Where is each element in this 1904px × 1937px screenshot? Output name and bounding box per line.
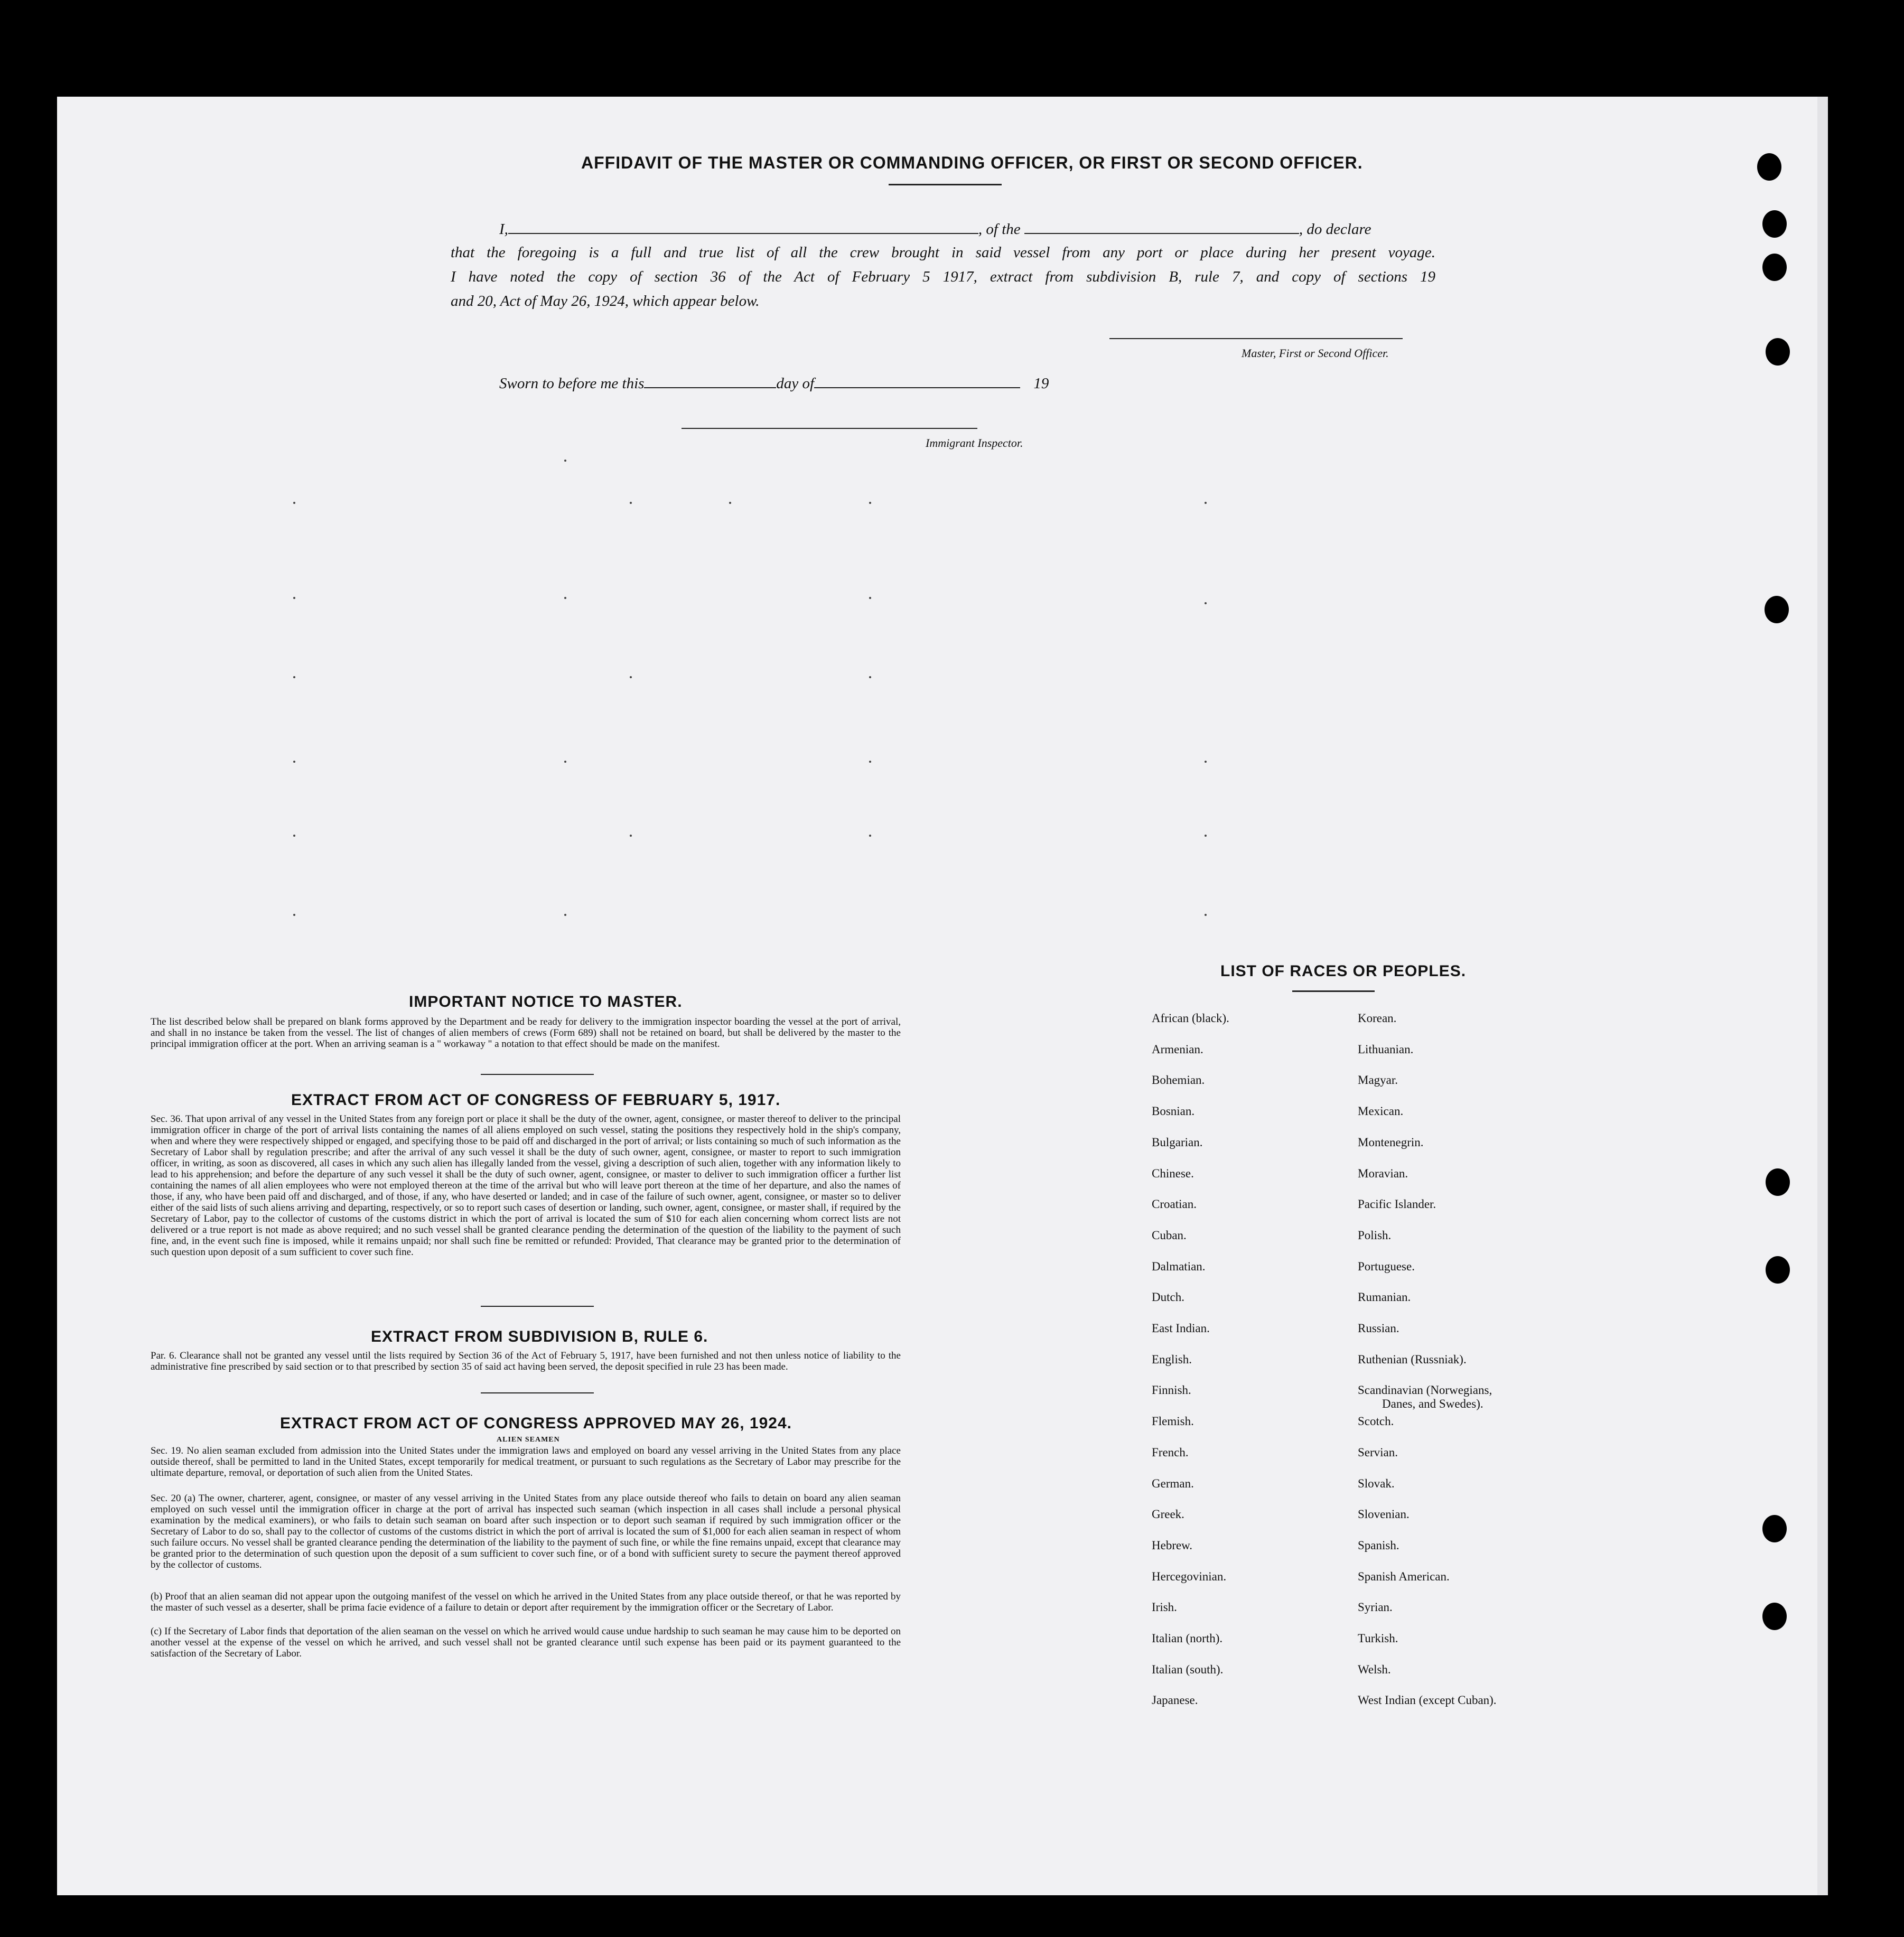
race-item: East Indian. bbox=[1152, 1322, 1210, 1335]
affidavit-line-3: I have noted the copy of section 36 of the Act of February 5 1917, extract from subdivision B, rule 7, and copy of sections 19 bbox=[451, 268, 1435, 285]
race-item: Greek. bbox=[1152, 1508, 1184, 1521]
stray-mark bbox=[1205, 502, 1207, 504]
sheet-edge bbox=[1817, 97, 1828, 1895]
race-item: Montenegrin. bbox=[1358, 1135, 1424, 1149]
race-item: Polish. bbox=[1358, 1228, 1392, 1242]
stray-mark bbox=[564, 914, 566, 916]
punch-hole bbox=[1762, 210, 1787, 238]
extract-1924-sec20b: (b) Proof that an alien seaman did not appear upon the outgoing manifest of the vessel on which he arrived in the United States from any place outside thereof, or that he was reported by the master of such vessel as a deserter, shall be prima facie evidence of a failure to detain or deport after requirement by the immigration officer or the Secretary of Labor. bbox=[151, 1591, 901, 1613]
stray-mark bbox=[1205, 914, 1207, 916]
race-item: Irish. bbox=[1152, 1601, 1177, 1614]
notice-body: The list described below shall be prepared on blank forms approved by the Department and be ready for delivery to the immigration inspector boarding the vessel at the port of arrival, and shall in no instance be taken from the vessel. The list of changes of alien members of crews (Form 689) shall not be retained on board, but shall be delivered by the master to the principal immigration officer at the port. When an arriving seaman is a " workaway " a notation to that effect should be made on the manifest. bbox=[151, 1016, 901, 1050]
stray-mark bbox=[630, 676, 632, 678]
race-item: Scotch. bbox=[1358, 1415, 1394, 1428]
punch-hole bbox=[1765, 596, 1789, 623]
race-item: Mexican. bbox=[1358, 1105, 1404, 1118]
race-item: Finnish. bbox=[1152, 1383, 1191, 1397]
races-title-underline bbox=[1292, 990, 1375, 992]
punch-hole bbox=[1762, 1515, 1787, 1542]
race-item: Slovak. bbox=[1358, 1476, 1395, 1490]
race-item: Welsh. bbox=[1358, 1662, 1391, 1676]
race-item: Japanese. bbox=[1152, 1693, 1198, 1707]
stray-mark bbox=[630, 835, 632, 837]
stray-mark bbox=[293, 914, 295, 916]
divider bbox=[481, 1392, 594, 1393]
sworn-line bbox=[499, 375, 1049, 392]
race-item: Flemish. bbox=[1152, 1415, 1194, 1428]
race-item: Pacific Islander. bbox=[1358, 1197, 1436, 1211]
race-item: Dalmatian. bbox=[1152, 1259, 1206, 1273]
punch-hole bbox=[1766, 338, 1790, 366]
race-item: West Indian (except Cuban). bbox=[1358, 1693, 1497, 1707]
stray-mark bbox=[869, 835, 871, 837]
punch-hole bbox=[1762, 1603, 1787, 1630]
race-item: Turkish. bbox=[1358, 1632, 1398, 1645]
affidavit-line-1 bbox=[499, 221, 1371, 238]
race-item: Bulgarian. bbox=[1152, 1135, 1203, 1149]
punch-hole bbox=[1766, 1256, 1790, 1284]
sworn-prefix: Sworn to before me this bbox=[499, 375, 645, 392]
stray-mark bbox=[564, 597, 566, 599]
stray-mark bbox=[630, 502, 632, 504]
sworn-year: 19 bbox=[1033, 375, 1049, 392]
race-item: Hercegovinian. bbox=[1152, 1569, 1227, 1583]
race-item: Cuban. bbox=[1152, 1228, 1187, 1242]
race-item: African (black). bbox=[1152, 1012, 1229, 1025]
stray-mark bbox=[564, 761, 566, 763]
punch-hole bbox=[1762, 254, 1787, 281]
race-item: Slovenian. bbox=[1358, 1508, 1410, 1521]
extract-1924-sec19: Sec. 19. No alien seaman excluded from admission into the United States under the immigration laws and employed on board any vessel arriving in the United States from any place outside thereof, shall be permitted to land in the United States, except temporarily for medical treatment, or pursuant to such regulations as the Secretary of Labor may prescribe for the ultimate departure, removal, or deportation of such alien from the United States. bbox=[151, 1445, 901, 1479]
race-item: Moravian. bbox=[1358, 1166, 1408, 1180]
stray-mark bbox=[293, 835, 295, 837]
affidavit-line-4: and 20, Act of May 26, 1924, which appear below. bbox=[451, 293, 760, 310]
vessel-field[interactable] bbox=[1024, 223, 1299, 234]
extract-1924-title: EXTRACT FROM ACT OF CONGRESS APPROVED MAY 26, 1924. bbox=[280, 1415, 792, 1432]
race-item: English. bbox=[1152, 1352, 1192, 1366]
race-item: Scandinavian (Norwegians, bbox=[1358, 1383, 1492, 1397]
notice-title: IMPORTANT NOTICE TO MASTER. bbox=[409, 993, 683, 1010]
race-item: Bosnian. bbox=[1152, 1105, 1195, 1118]
race-item: Russian. bbox=[1358, 1322, 1399, 1335]
sworn-day-of: day of bbox=[776, 375, 815, 392]
race-item: Rumanian. bbox=[1358, 1290, 1411, 1304]
race-item: Magyar. bbox=[1358, 1073, 1398, 1087]
race-item: Lithuanian. bbox=[1358, 1042, 1414, 1056]
race-item: Hebrew. bbox=[1152, 1538, 1193, 1552]
signature-line bbox=[1109, 338, 1403, 339]
affidavit-declare-label: , do declare bbox=[1299, 221, 1371, 238]
race-item: Dutch. bbox=[1152, 1290, 1184, 1304]
punch-hole bbox=[1757, 153, 1781, 181]
stray-mark bbox=[293, 761, 295, 763]
title-underline bbox=[889, 184, 1002, 185]
affidavit-line-2: that the foregoing is a full and true list of all the crew brought in said vessel from any port or place during her present voyage. bbox=[451, 244, 1435, 261]
race-item: French. bbox=[1152, 1445, 1189, 1459]
subdivision-b-title: EXTRACT FROM SUBDIVISION B, RULE 6. bbox=[371, 1328, 708, 1345]
race-item: Portuguese. bbox=[1358, 1259, 1415, 1273]
stray-mark bbox=[729, 502, 731, 504]
race-item: Italian (north). bbox=[1152, 1632, 1223, 1645]
stray-mark bbox=[869, 761, 871, 763]
races-title: LIST OF RACES OR PEOPLES. bbox=[1220, 962, 1467, 980]
divider bbox=[481, 1306, 594, 1307]
stray-mark bbox=[1205, 761, 1207, 763]
stray-mark bbox=[293, 502, 295, 504]
affidavit-i-label: I, bbox=[499, 221, 508, 238]
divider bbox=[481, 1074, 594, 1075]
extract-1917-title: EXTRACT FROM ACT OF CONGRESS OF FEBRUARY 5, 1917. bbox=[291, 1091, 781, 1109]
extract-1917-body: Sec. 36. That upon arrival of any vessel in the United States from any foreign port or place it shall be the duty of the owner, agent, consignee, or master thereof to deliver to the principal immigration officer in charge of the port of arrival lists containing the names of all aliens employed on such vessel, stating the positions they respectively hold in the ship's company, when and where they were respectively shipped or engaged, and specifying those to be paid off and discharged in the port of arrival; or lists containing so much of such information as the Secretary of Labor shall by regulation prescribe; and after the arrival of any such vessel it shall be the duty of such owner, agent, consignee, or master to report to such immigration officer, in writing, as soon as discovered, all cases in which any such alien has illegally landed from the vessel, giving a description of such alien, together with any information likely to lead to his apprehension; and before the departure of any such vessel it shall be the duty of such owner, agent, consignee, or master to deliver to such immigration officer a further list containing the names of all alien employees who were not employed thereon at the time of the arrival but who will leave port thereon at the time of her departure, and also the names of those, if any, who have been paid off and discharged, and of those, if any, who have deserted or landed; and in case of the failure of such owner, agent, consignee, or master so to deliver either of the said lists of such aliens arriving and departing, respectively, or so to report such cases of desertion or landing, such owner, agent, consignee, or master shall, if required by the Secretary of Labor, pay to the collector of customs of the customs district in which the port of arrival is located the sum of $10 for each alien concerning whom correct lists are not delivered or a true report is not made as above required; and no such vessel shall be granted clearance pending the determination of the question of the liability to the payment of such fine, and, in the event such fine is imposed, while it remains unpaid; nor shall such fine be remitted or refunded: Provided, That clearance may be granted prior to the determination of such question upon deposit of a sum sufficient to cover such fine. bbox=[151, 1113, 901, 1258]
stray-mark bbox=[1205, 602, 1207, 604]
punch-hole bbox=[1766, 1168, 1790, 1196]
signature-label: Master, First or Second Officer. bbox=[1242, 347, 1389, 360]
race-item: Chinese. bbox=[1152, 1166, 1194, 1180]
race-item: Ruthenian (Russniak). bbox=[1358, 1352, 1467, 1366]
race-item: Danes, and Swedes). bbox=[1382, 1397, 1483, 1411]
stray-mark bbox=[869, 502, 871, 504]
race-item: Croatian. bbox=[1152, 1197, 1197, 1211]
race-item: Armenian. bbox=[1152, 1042, 1203, 1056]
race-item: Italian (south). bbox=[1152, 1662, 1224, 1676]
affidavit-title: AFFIDAVIT OF THE MASTER OR COMMANDING OFFICER, OR FIRST OR SECOND OFFICER. bbox=[581, 153, 1363, 172]
race-item: Spanish American. bbox=[1358, 1569, 1450, 1583]
race-item: Korean. bbox=[1358, 1012, 1397, 1025]
race-item: Servian. bbox=[1358, 1445, 1398, 1459]
extract-1924-sec20c: (c) If the Secretary of Labor finds that deportation of the alien seaman on the vessel on which he arrived would cause undue hardship to such seaman he may cause him to be deported on another vessel at the expense of the vessel on which he arrived, and such vessel shall not be granted clearance until such expense has been paid or its payment guaranteed to the satisfaction of the Secretary of Labor. bbox=[151, 1626, 901, 1659]
subdivision-b-body: Par. 6. Clearance shall not be granted any vessel until the lists required by Section 36 of the Act of February 5, 1917, have been furnished and not then unless notice of liability to the administrative fine prescribed by said section or to that prescribed by section 35 of said act having been served, the deposit specified in rule 23 has been made. bbox=[151, 1350, 901, 1372]
race-item: German. bbox=[1152, 1476, 1194, 1490]
extract-1924-sec20a: Sec. 20 (a) The owner, charterer, agent, consignee, or master of any vessel arriving in the United States from any place outside thereof who fails to detain on board any alien seaman employed on such vessel until the immigration officer in charge at the port of arrival has inspected such seaman (which inspection in all cases shall include a personal physical examination by the medical examiners), or who fails to detain such seaman on board after such inspection or to deport such seaman if required by such immigration officer or the Secretary of Labor to do so, shall pay to the collector of customs of the customs district in which the port of arrival is located the sum of $1,000 for each alien seaman in respect of whom such failure occurs. No vessel shall be granted clearance pending the determination of the liability to the payment of such fine, or while the fine remains unpaid, except that clearance may be granted prior to the determination of such question upon the deposit of a sum sufficient to cover such fine, or of a bond with sufficient surety to secure the payment thereof approved by the collector of customs. bbox=[151, 1493, 901, 1570]
day-field[interactable] bbox=[644, 378, 776, 388]
race-item: Bohemian. bbox=[1152, 1073, 1205, 1087]
race-item: Syrian. bbox=[1358, 1601, 1393, 1614]
affidavit-of-the-label: , of the bbox=[978, 221, 1021, 238]
stray-mark bbox=[564, 460, 566, 462]
stray-mark bbox=[293, 597, 295, 599]
inspector-line bbox=[682, 428, 977, 429]
stray-mark bbox=[1205, 835, 1207, 837]
stray-mark bbox=[293, 676, 295, 678]
stray-mark bbox=[869, 676, 871, 678]
stray-mark bbox=[869, 597, 871, 599]
alien-seamen-subtitle: ALIEN SEAMEN bbox=[497, 1436, 560, 1444]
inspector-label: Immigrant Inspector. bbox=[926, 436, 1023, 450]
name-field[interactable] bbox=[508, 223, 978, 234]
race-item: Spanish. bbox=[1358, 1538, 1399, 1552]
month-field[interactable] bbox=[814, 378, 1020, 388]
